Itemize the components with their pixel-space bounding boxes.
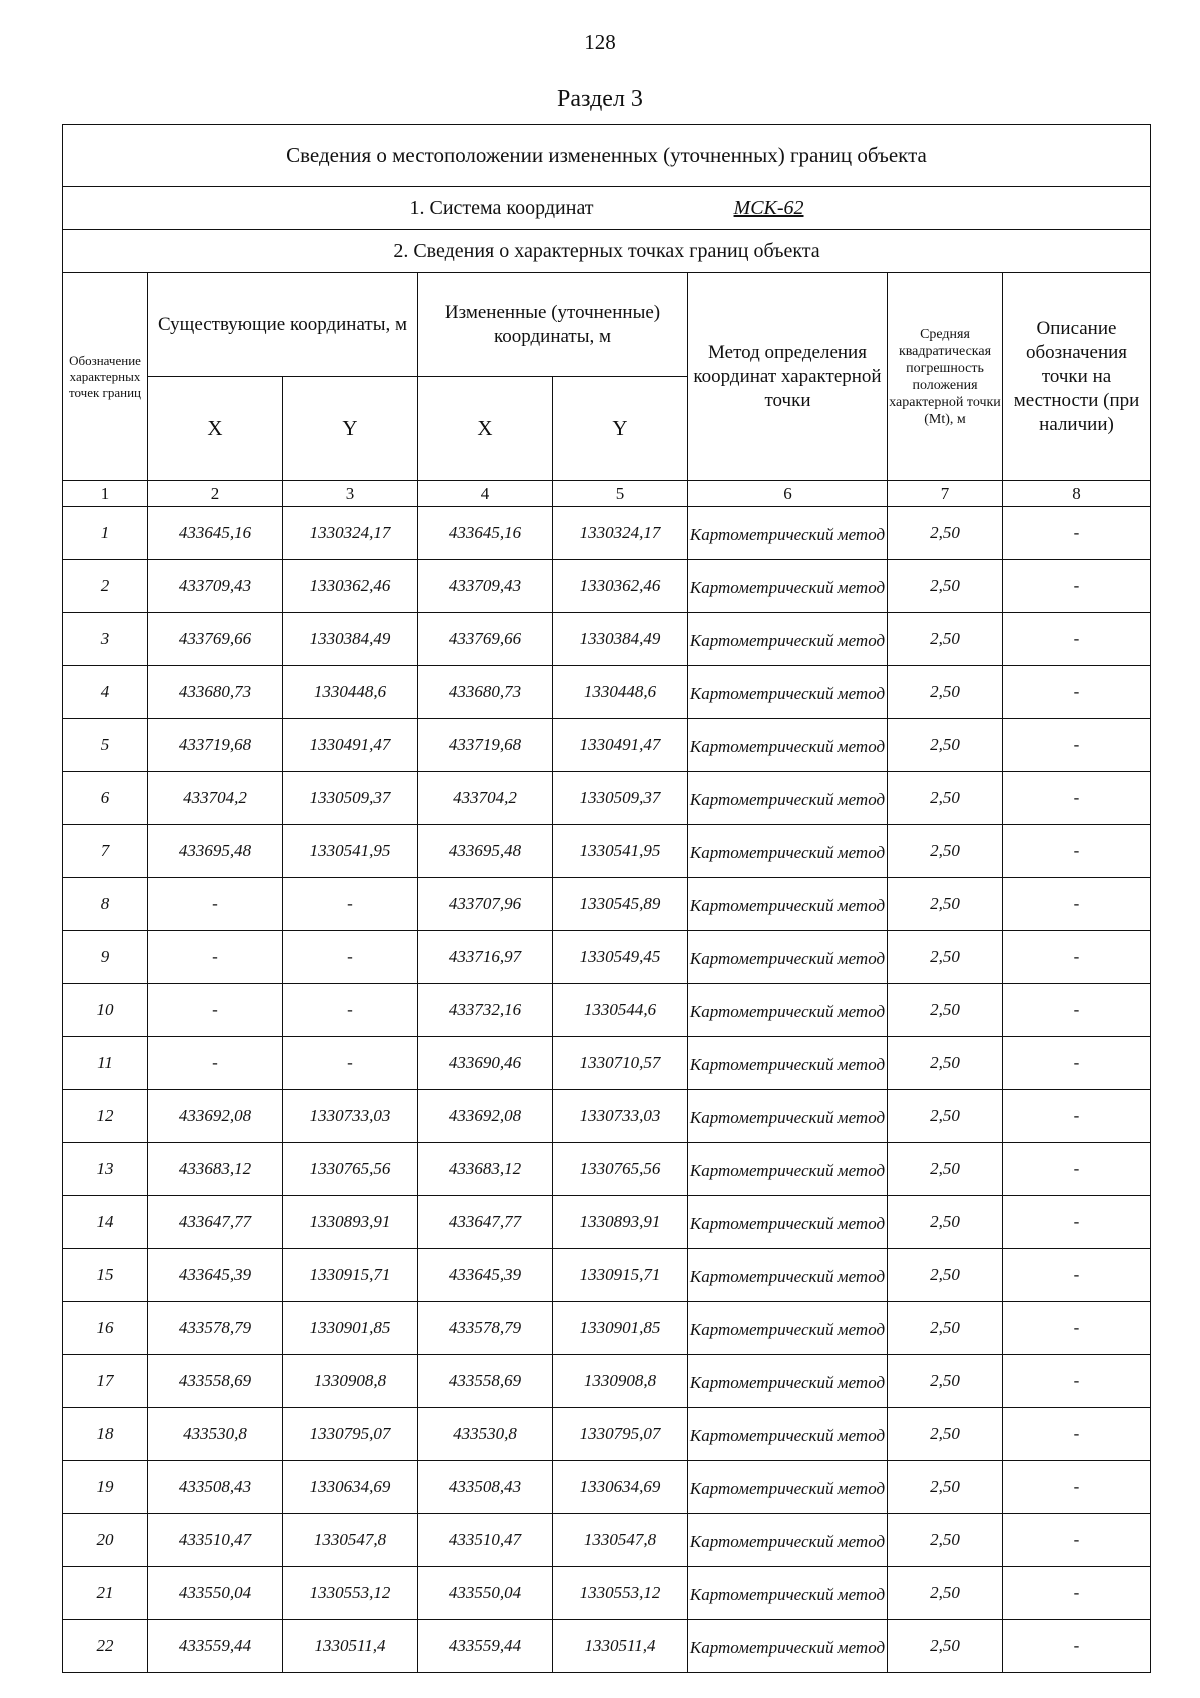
cell-point-number: 1 xyxy=(63,507,148,560)
cell-method: Картометрический метод xyxy=(688,1302,888,1355)
cell-error: 2,50 xyxy=(888,984,1003,1037)
cell-existing-x: 433508,43 xyxy=(148,1461,283,1514)
table-row xyxy=(63,613,1151,666)
cell-point-number: 3 xyxy=(63,613,148,666)
cell-point-number: 22 xyxy=(63,1620,148,1673)
cell-changed-x: 433719,68 xyxy=(418,719,553,772)
cell-method: Картометрический метод xyxy=(688,507,888,560)
table-row xyxy=(63,878,1151,931)
table-row xyxy=(63,1302,1151,1355)
cell-existing-y: 1330448,6 xyxy=(283,666,418,719)
cell-existing-x: 433510,47 xyxy=(148,1514,283,1567)
cell-method: Картометрический метод xyxy=(688,1408,888,1461)
coord-system-label: 1. Система координат xyxy=(409,196,594,219)
cell-method: Картометрический метод xyxy=(688,931,888,984)
cell-error: 2,50 xyxy=(888,507,1003,560)
cell-existing-y: - xyxy=(283,931,418,984)
cell-changed-y: 1330795,07 xyxy=(553,1408,688,1461)
cell-changed-y: 1330549,45 xyxy=(553,931,688,984)
cell-existing-x: 433647,77 xyxy=(148,1196,283,1249)
cell-point-number: 11 xyxy=(63,1037,148,1090)
cell-existing-x: 433719,68 xyxy=(148,719,283,772)
cell-method: Картометрический метод xyxy=(688,1037,888,1090)
cell-changed-y: 1330448,6 xyxy=(553,666,688,719)
cell-description: - xyxy=(1003,1514,1151,1567)
cell-changed-y: 1330915,71 xyxy=(553,1249,688,1302)
cell-method: Картометрический метод xyxy=(688,984,888,1037)
cell-error: 2,50 xyxy=(888,878,1003,931)
cell-existing-x: - xyxy=(148,1037,283,1090)
cell-method: Картометрический метод xyxy=(688,1461,888,1514)
cell-description: - xyxy=(1003,1143,1151,1196)
cell-changed-y: 1330541,95 xyxy=(553,825,688,878)
table-row xyxy=(63,1514,1151,1567)
cell-description: - xyxy=(1003,1355,1151,1408)
cell-changed-x: 433692,08 xyxy=(418,1090,553,1143)
cell-existing-y: 1330901,85 xyxy=(283,1302,418,1355)
cell-error: 2,50 xyxy=(888,1302,1003,1355)
cell-description: - xyxy=(1003,719,1151,772)
cell-existing-x: 433558,69 xyxy=(148,1355,283,1408)
cell-existing-y: 1330509,37 xyxy=(283,772,418,825)
cell-existing-x: 433709,43 xyxy=(148,560,283,613)
cell-changed-x: 433530,8 xyxy=(418,1408,553,1461)
header-changed-coords: Измененные (уточненные) координаты, м xyxy=(418,273,688,377)
cell-changed-y: 1330384,49 xyxy=(553,613,688,666)
cell-error: 2,50 xyxy=(888,931,1003,984)
cell-error: 2,50 xyxy=(888,1196,1003,1249)
column-number: 5 xyxy=(553,481,688,507)
cell-changed-x: 433690,46 xyxy=(418,1037,553,1090)
cell-method: Картометрический метод xyxy=(688,825,888,878)
cell-changed-y: 1330324,17 xyxy=(553,507,688,560)
cell-existing-y: 1330511,4 xyxy=(283,1620,418,1673)
cell-existing-y: 1330491,47 xyxy=(283,719,418,772)
cell-changed-y: 1330901,85 xyxy=(553,1302,688,1355)
table-row xyxy=(63,984,1151,1037)
cell-existing-x: 433695,48 xyxy=(148,825,283,878)
cell-changed-x: 433645,16 xyxy=(418,507,553,560)
header-method: Метод определения координат характерной точки xyxy=(688,273,888,481)
cell-changed-x: 433709,43 xyxy=(418,560,553,613)
cell-description: - xyxy=(1003,1090,1151,1143)
cell-changed-y: 1330634,69 xyxy=(553,1461,688,1514)
header-existing-x: X xyxy=(148,377,283,481)
table-row xyxy=(63,1090,1151,1143)
table-row xyxy=(63,1037,1151,1090)
table-row xyxy=(63,507,1151,560)
cell-error: 2,50 xyxy=(888,825,1003,878)
cell-changed-x: 433550,04 xyxy=(418,1567,553,1620)
cell-description: - xyxy=(1003,1196,1151,1249)
cell-changed-y: 1330765,56 xyxy=(553,1143,688,1196)
cell-existing-y: 1330634,69 xyxy=(283,1461,418,1514)
table-row xyxy=(63,1461,1151,1514)
cell-existing-y: 1330541,95 xyxy=(283,825,418,878)
table-row xyxy=(63,1567,1151,1620)
cell-changed-x: 433769,66 xyxy=(418,613,553,666)
table-row xyxy=(63,666,1151,719)
cell-existing-x: 433550,04 xyxy=(148,1567,283,1620)
cell-point-number: 6 xyxy=(63,772,148,825)
cell-changed-x: 433707,96 xyxy=(418,878,553,931)
table-row xyxy=(63,560,1151,613)
header-changed-y: Y xyxy=(553,377,688,481)
table-row xyxy=(63,1355,1151,1408)
cell-point-number: 10 xyxy=(63,984,148,1037)
cell-point-number: 12 xyxy=(63,1090,148,1143)
table-row xyxy=(63,1249,1151,1302)
cell-description: - xyxy=(1003,1620,1151,1673)
cell-error: 2,50 xyxy=(888,1514,1003,1567)
cell-method: Картометрический метод xyxy=(688,666,888,719)
cell-changed-x: 433732,16 xyxy=(418,984,553,1037)
table-title: Сведения о местоположении измененных (уточненных) границ объекта xyxy=(63,125,1151,187)
cell-method: Картометрический метод xyxy=(688,560,888,613)
cell-existing-y: 1330733,03 xyxy=(283,1090,418,1143)
cell-method: Картометрический метод xyxy=(688,1249,888,1302)
cell-existing-y: - xyxy=(283,1037,418,1090)
cell-existing-x: - xyxy=(148,931,283,984)
coord-system-value: МСК-62 xyxy=(733,196,804,219)
cell-existing-y: - xyxy=(283,878,418,931)
cell-existing-y: 1330908,8 xyxy=(283,1355,418,1408)
cell-error: 2,50 xyxy=(888,1461,1003,1514)
cell-method: Картометрический метод xyxy=(688,1567,888,1620)
points-info-label: 2. Сведения о характерных точках границ объекта xyxy=(63,230,1151,273)
cell-existing-x: 433704,2 xyxy=(148,772,283,825)
cell-error: 2,50 xyxy=(888,1249,1003,1302)
cell-method: Картометрический метод xyxy=(688,772,888,825)
cell-existing-x: 433683,12 xyxy=(148,1143,283,1196)
cell-description: - xyxy=(1003,1567,1151,1620)
header-error: Средняя квадратическая погрешность положения характерной точки (Mt), м xyxy=(888,273,1003,481)
cell-existing-y: 1330765,56 xyxy=(283,1143,418,1196)
cell-changed-x: 433683,12 xyxy=(418,1143,553,1196)
table-row xyxy=(63,825,1151,878)
cell-method: Картометрический метод xyxy=(688,1514,888,1567)
cell-description: - xyxy=(1003,1249,1151,1302)
cell-description: - xyxy=(1003,1408,1151,1461)
cell-point-number: 17 xyxy=(63,1355,148,1408)
table-row xyxy=(63,772,1151,825)
cell-method: Картометрический метод xyxy=(688,878,888,931)
cell-error: 2,50 xyxy=(888,1355,1003,1408)
cell-existing-x: - xyxy=(148,984,283,1037)
cell-existing-x: 433530,8 xyxy=(148,1408,283,1461)
cell-existing-y: 1330324,17 xyxy=(283,507,418,560)
cell-error: 2,50 xyxy=(888,1408,1003,1461)
cell-changed-x: 433510,47 xyxy=(418,1514,553,1567)
cell-existing-x: 433680,73 xyxy=(148,666,283,719)
cell-point-number: 14 xyxy=(63,1196,148,1249)
cell-existing-x: 433645,39 xyxy=(148,1249,283,1302)
cell-error: 2,50 xyxy=(888,1567,1003,1620)
cell-existing-y: 1330362,46 xyxy=(283,560,418,613)
header-designation: Обозначение характерных точек границ xyxy=(63,273,148,481)
cell-point-number: 13 xyxy=(63,1143,148,1196)
cell-existing-y: 1330795,07 xyxy=(283,1408,418,1461)
table-row xyxy=(63,1620,1151,1673)
cell-changed-y: 1330544,6 xyxy=(553,984,688,1037)
cell-changed-x: 433578,79 xyxy=(418,1302,553,1355)
cell-changed-x: 433647,77 xyxy=(418,1196,553,1249)
cell-changed-y: 1330710,57 xyxy=(553,1037,688,1090)
cell-description: - xyxy=(1003,1302,1151,1355)
cell-changed-y: 1330893,91 xyxy=(553,1196,688,1249)
header-existing-y: Y xyxy=(283,377,418,481)
cell-point-number: 15 xyxy=(63,1249,148,1302)
cell-changed-x: 433558,69 xyxy=(418,1355,553,1408)
cell-method: Картометрический метод xyxy=(688,613,888,666)
cell-point-number: 4 xyxy=(63,666,148,719)
column-number: 7 xyxy=(888,481,1003,507)
cell-description: - xyxy=(1003,984,1151,1037)
cell-method: Картометрический метод xyxy=(688,1196,888,1249)
table-row xyxy=(63,719,1151,772)
column-number: 4 xyxy=(418,481,553,507)
cell-error: 2,50 xyxy=(888,1143,1003,1196)
cell-method: Картометрический метод xyxy=(688,1143,888,1196)
column-number: 6 xyxy=(688,481,888,507)
cell-changed-y: 1330547,8 xyxy=(553,1514,688,1567)
cell-description: - xyxy=(1003,825,1151,878)
cell-error: 2,50 xyxy=(888,666,1003,719)
cell-changed-x: 433695,48 xyxy=(418,825,553,878)
table-row xyxy=(63,1196,1151,1249)
cell-changed-x: 433680,73 xyxy=(418,666,553,719)
table-row xyxy=(63,931,1151,984)
column-number: 3 xyxy=(283,481,418,507)
cell-error: 2,50 xyxy=(888,613,1003,666)
cell-changed-y: 1330491,47 xyxy=(553,719,688,772)
cell-existing-x: 433559,44 xyxy=(148,1620,283,1673)
cell-point-number: 20 xyxy=(63,1514,148,1567)
cell-changed-x: 433704,2 xyxy=(418,772,553,825)
cell-error: 2,50 xyxy=(888,719,1003,772)
cell-error: 2,50 xyxy=(888,772,1003,825)
cell-error: 2,50 xyxy=(888,560,1003,613)
cell-changed-y: 1330511,4 xyxy=(553,1620,688,1673)
cell-changed-y: 1330509,37 xyxy=(553,772,688,825)
cell-existing-y: 1330553,12 xyxy=(283,1567,418,1620)
cell-changed-x: 433645,39 xyxy=(418,1249,553,1302)
cell-description: - xyxy=(1003,931,1151,984)
section-title: Раздел 3 xyxy=(557,86,643,112)
boundary-points-table xyxy=(62,124,1151,1673)
cell-description: - xyxy=(1003,507,1151,560)
column-number: 8 xyxy=(1003,481,1151,507)
cell-description: - xyxy=(1003,878,1151,931)
cell-method: Картометрический метод xyxy=(688,1620,888,1673)
cell-existing-y: 1330893,91 xyxy=(283,1196,418,1249)
cell-existing-y: 1330915,71 xyxy=(283,1249,418,1302)
header-changed-x: X xyxy=(418,377,553,481)
cell-method: Картометрический метод xyxy=(688,1355,888,1408)
cell-changed-y: 1330733,03 xyxy=(553,1090,688,1143)
cell-point-number: 9 xyxy=(63,931,148,984)
cell-existing-x: 433769,66 xyxy=(148,613,283,666)
cell-error: 2,50 xyxy=(888,1037,1003,1090)
cell-changed-x: 433508,43 xyxy=(418,1461,553,1514)
cell-description: - xyxy=(1003,772,1151,825)
table-row xyxy=(63,1143,1151,1196)
cell-existing-x: 433692,08 xyxy=(148,1090,283,1143)
cell-changed-y: 1330545,89 xyxy=(553,878,688,931)
cell-method: Картометрический метод xyxy=(688,719,888,772)
cell-description: - xyxy=(1003,1037,1151,1090)
cell-existing-y: - xyxy=(283,984,418,1037)
cell-point-number: 16 xyxy=(63,1302,148,1355)
cell-changed-x: 433716,97 xyxy=(418,931,553,984)
coord-system-row xyxy=(63,187,1151,230)
cell-point-number: 19 xyxy=(63,1461,148,1514)
cell-description: - xyxy=(1003,1461,1151,1514)
cell-point-number: 8 xyxy=(63,878,148,931)
cell-point-number: 18 xyxy=(63,1408,148,1461)
cell-error: 2,50 xyxy=(888,1090,1003,1143)
cell-changed-y: 1330362,46 xyxy=(553,560,688,613)
cell-existing-x: 433645,16 xyxy=(148,507,283,560)
cell-existing-y: 1330384,49 xyxy=(283,613,418,666)
cell-changed-y: 1330553,12 xyxy=(553,1567,688,1620)
cell-point-number: 2 xyxy=(63,560,148,613)
cell-existing-y: 1330547,8 xyxy=(283,1514,418,1567)
cell-description: - xyxy=(1003,613,1151,666)
table-row xyxy=(63,1408,1151,1461)
cell-changed-x: 433559,44 xyxy=(418,1620,553,1673)
header-existing-coords: Существующие координаты, м xyxy=(148,273,418,377)
cell-point-number: 7 xyxy=(63,825,148,878)
cell-existing-x: - xyxy=(148,878,283,931)
column-number: 1 xyxy=(63,481,148,507)
cell-method: Картометрический метод xyxy=(688,1090,888,1143)
page-number: 128 xyxy=(584,30,616,54)
cell-existing-x: 433578,79 xyxy=(148,1302,283,1355)
cell-changed-y: 1330908,8 xyxy=(553,1355,688,1408)
cell-description: - xyxy=(1003,666,1151,719)
column-number: 2 xyxy=(148,481,283,507)
header-description: Описание обозначения точки на местности (при наличии) xyxy=(1003,273,1151,481)
cell-point-number: 5 xyxy=(63,719,148,772)
cell-description: - xyxy=(1003,560,1151,613)
cell-error: 2,50 xyxy=(888,1620,1003,1673)
cell-point-number: 21 xyxy=(63,1567,148,1620)
